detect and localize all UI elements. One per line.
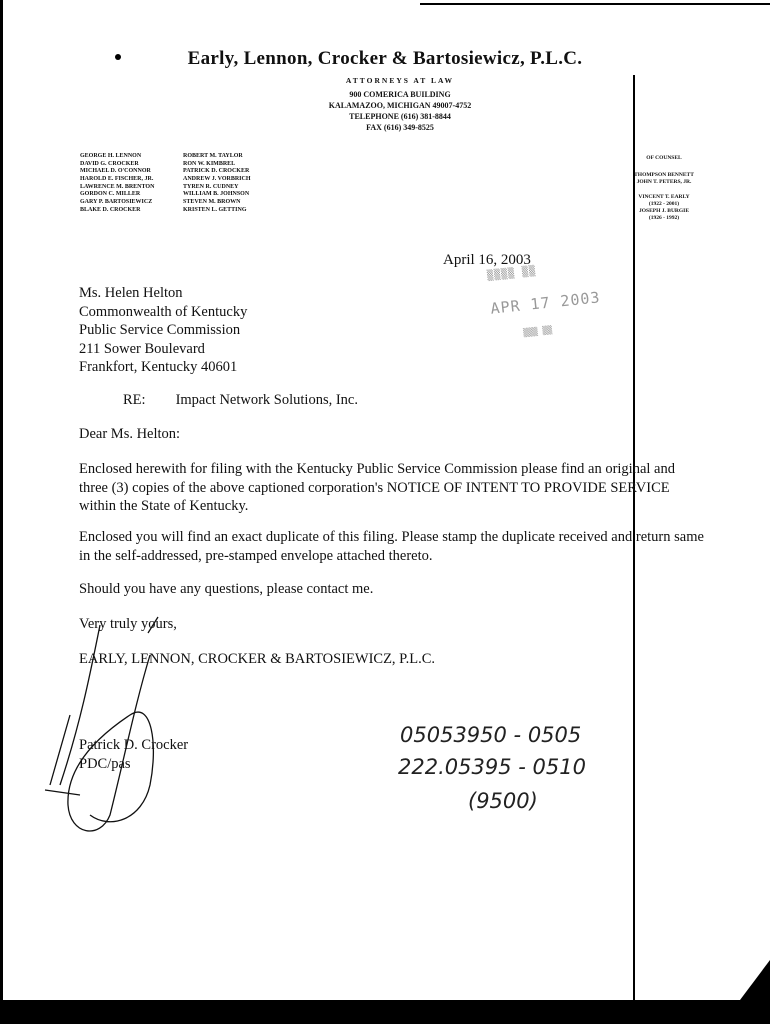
recipient-line: Ms. Helen Helton: [79, 285, 183, 301]
address-line: TELEPHONE (616) 381-8844: [349, 112, 451, 121]
stamp-smudge: ▒▒▒▒ ▒▒: [486, 265, 537, 282]
firm-address: [270, 89, 530, 133]
memorial-years: (1922 - 2001): [648, 201, 680, 207]
of-counsel-heading: OF COUNSEL: [646, 155, 682, 161]
attorney-name: MICHAEL D. O'CONNOR: [80, 168, 151, 175]
counsel-name: THOMPSON BENNETT: [634, 172, 694, 178]
attorney-name: PATRICK D. CROCKER: [183, 168, 250, 175]
signer-name: Patrick D. Crocker: [79, 737, 189, 753]
memorial-name: JOSEPH J. BURGIE: [639, 208, 689, 214]
subject-line: [123, 391, 358, 410]
attorney-name: TYREN R. CUDNEY: [183, 183, 239, 190]
attorney-name: WILLIAM B. JOHNSON: [183, 191, 250, 198]
recipient-address: [79, 284, 247, 377]
address-line: KALAMAZOO, MICHIGAN 49007-4752: [328, 101, 472, 110]
scan-corner: [740, 960, 770, 1000]
recipient-line: Commonwealth of Kentucky: [79, 303, 248, 320]
attorney-list-right: [183, 153, 251, 215]
attorney-name: ROBERT M. TAYLOR: [183, 153, 243, 159]
attorney-name: HAROLD E. FISCHER, JR.: [80, 176, 154, 183]
body-paragraph: Enclosed herewith for filing with the Kentucky Public Service Commission please find an original and three (3) copies of the above captioned corporation's NOTICE OF INTENT TO PROVIDE SERVICE within the State of Kentucky.: [79, 461, 675, 514]
attorney-name: RON W. KIMBREL: [183, 160, 236, 167]
firm-subtitle: ATTORNEYS AT LAW: [345, 76, 455, 85]
firm-signature-line: EARLY, LENNON, CROCKER & BARTOSIEWICZ, P.L.C.: [79, 651, 436, 667]
body-paragraph: Should you have any questions, please contact me.: [79, 581, 374, 597]
received-stamp: [487, 259, 604, 340]
attorney-name: LAWRENCE M. BRENTON: [80, 183, 155, 190]
recipient-line: 211 Sower Boulevard: [79, 340, 205, 357]
handwritten-note: 222.05395 - 0510: [398, 755, 586, 779]
recipient-line: Frankfort, Kentucky 40601: [79, 359, 238, 375]
memorial-name: VINCENT T. EARLY: [638, 194, 690, 200]
scan-edge-top: [420, 3, 770, 5]
counsel-name: JOHN T. PETERS, JR.: [636, 179, 692, 185]
handwritten-signature: [40, 615, 170, 845]
attorney-name: ANDREW J. VORBRICH: [183, 176, 251, 183]
address-line: 900 COMERICA BUILDING: [349, 90, 451, 99]
handwritten-note: (9500): [468, 789, 538, 813]
stamp-date: APR 17 2003: [489, 288, 602, 318]
subject-label: RE:: [123, 392, 146, 408]
memorial-years: (1926 - 1992): [648, 215, 680, 221]
attorney-name: DAVID G. CROCKER: [80, 160, 139, 167]
attorney-list-left: [80, 153, 154, 215]
subject-text: Impact Network Solutions, Inc.: [175, 392, 358, 408]
salutation: Dear Ms. Helton:: [79, 426, 181, 442]
letter-date: April 16, 2003: [443, 252, 531, 268]
stamp-smudge: ▒▒▒ ▒▒: [522, 325, 553, 338]
attorney-name: KRISTEN L. GETTING: [183, 206, 247, 213]
attorney-name: GEORGE H. LENNON: [80, 153, 142, 159]
attorney-name: BLAKE D. CROCKER: [80, 206, 141, 213]
scan-edge-left: [0, 0, 3, 1024]
firm-name: Early, Lennon, Crocker & Bartosiewicz, P.L.C.: [187, 48, 583, 69]
handwritten-note: 05053950 - 0505: [400, 723, 582, 747]
of-counsel-block: [614, 155, 714, 222]
attorney-name: GARY P. BARTOSIEWICZ: [80, 199, 153, 206]
body-paragraph: Enclosed you will find an exact duplicate of this filing. Please stamp the duplicate received and return same in the self-addressed, pre-stamped envelope attached thereto.: [79, 529, 704, 564]
recipient-line: Public Service Commission: [79, 322, 241, 338]
attorney-name: STEVEN M. BROWN: [183, 199, 241, 206]
scan-edge-bottom: [0, 1000, 770, 1024]
complimentary-close: Very truly yours,: [79, 616, 177, 632]
typist-initials: PDC/pas: [79, 755, 131, 772]
attorney-name: GORDON C. MILLER: [80, 191, 141, 198]
address-line: FAX (616) 349-8525: [366, 123, 434, 132]
